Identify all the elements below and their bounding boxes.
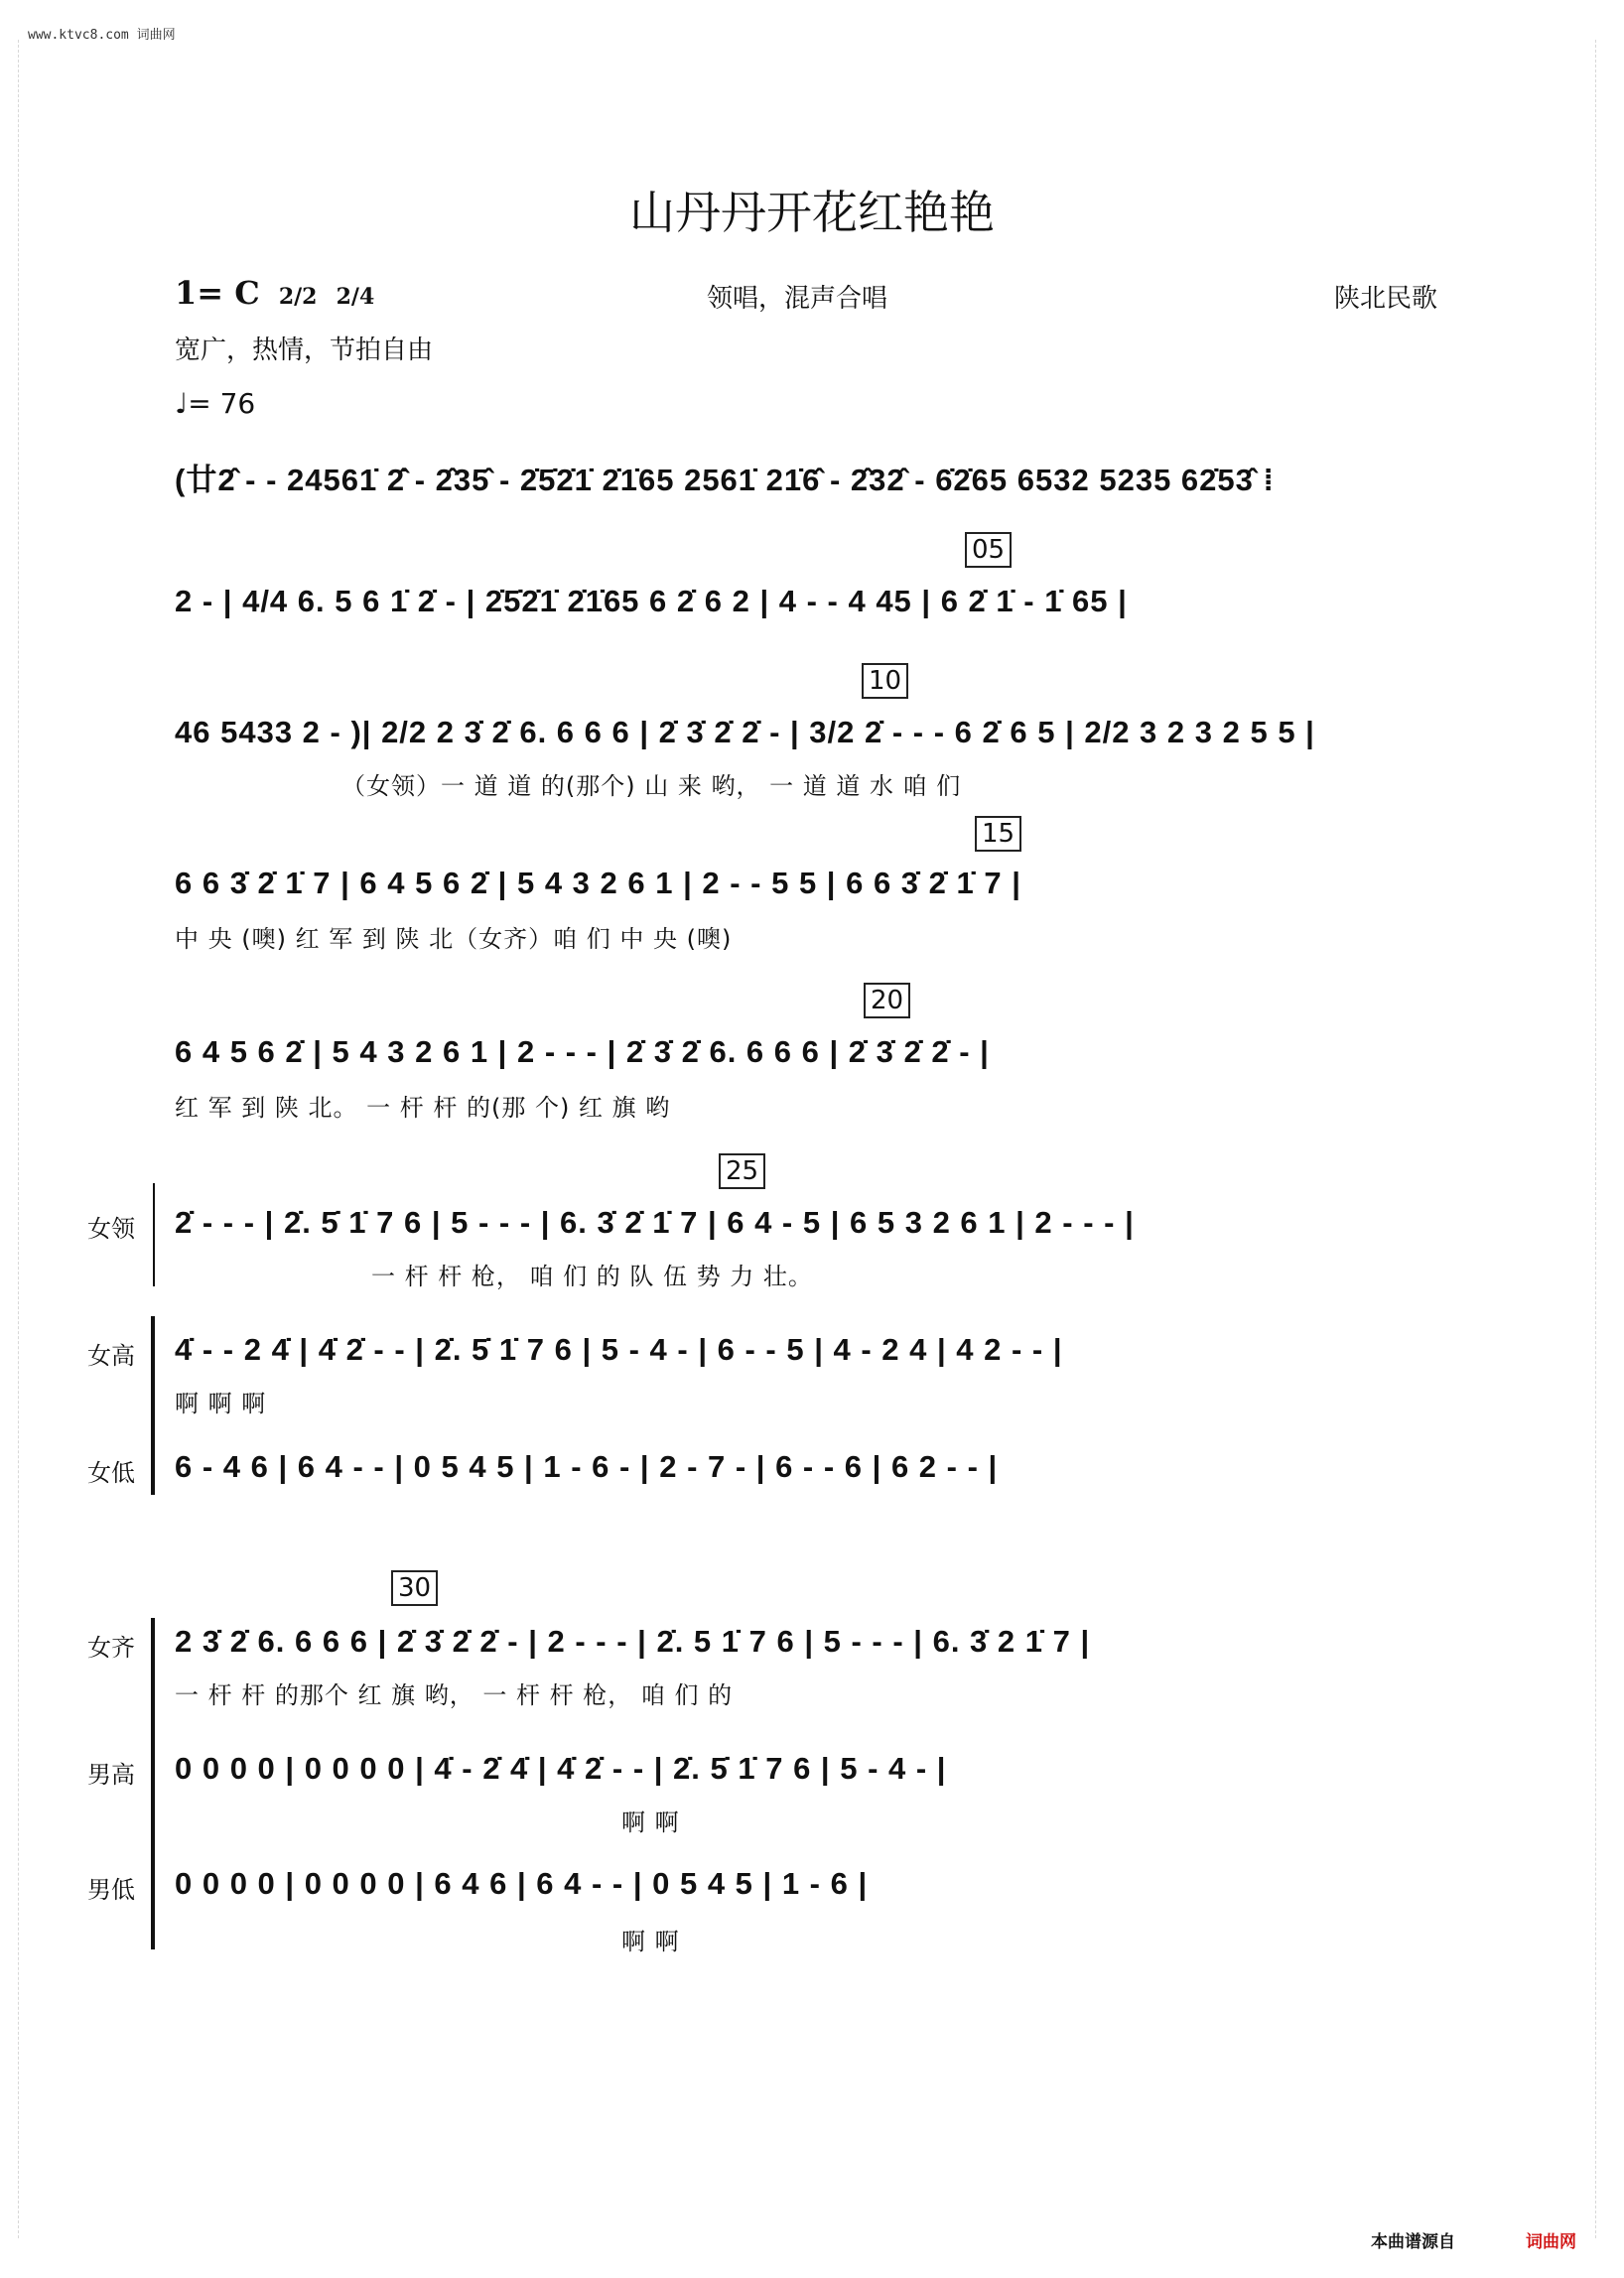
time-signature-a: 2/2 [278, 284, 318, 310]
part-notes-bass: 0 0 0 0 | 0 0 0 0 | 6 4 6 | 6 4 - - | 0 5 4 5 | 1 - 6 | [175, 1866, 869, 1901]
part-notes-soprano: 4̇ - - 2 4̇ | 4̇ 2̇ - - | 2̇. 5̇ 1̇ 7 6 | 5 - 4 - | 6 - - 5 | 4 - 2 4 | 4 2 - - | [175, 1332, 1063, 1367]
part-notes-alto: 6 - 4 6 | 6 4 - - | 0 5 4 5 | 1 - 6 - | 2 - 7 - | 6 - - 6 | 6 2 - - | [175, 1449, 999, 1484]
time-signature-b: 2/4 [336, 284, 375, 310]
system-1-lead-bracket [153, 1183, 155, 1286]
right-margin-edge [1595, 40, 1606, 2238]
rehearsal-mark-20: 20 [864, 983, 910, 1018]
part-lyrics-bass: 啊 啊 [621, 1928, 680, 1955]
part-lyrics-tenor: 啊 啊 [621, 1809, 680, 1836]
part-label-bass: 男低 [87, 1876, 135, 1904]
rehearsal-mark-25: 25 [719, 1153, 765, 1189]
system-1-bracket [151, 1316, 155, 1495]
lyrics-line-5: 红 军 到 陕 北。 一 杆 杆 的(那 个) 红 旗 哟 [175, 1094, 671, 1122]
site-label: www.ktvc8.com 词曲网 [28, 28, 176, 43]
footer-source-text: 本曲谱源自 [1371, 2232, 1455, 2252]
part-label-tenor: 男高 [87, 1761, 135, 1789]
score-line-3: 46 5433 2 - )| 2/2 2 3̇ 2̇ 6. 6 6 6 | 2̇ 3̇ 2̇ 2̇ - | 3/2 2̇ - - - 6 2̇ 6 5 | 2/2 3 2 3 2 5 5 | [175, 715, 1315, 749]
rehearsal-mark-15: 15 [975, 816, 1021, 852]
tempo-mark: ♩= 76 [175, 387, 256, 420]
score-line-2: 2 - | 4/4 6. 5 6 1̇ 2̇ - | 2̇5̇2̇1̇ 2̇1̇65 6 2̇ 6 2 | 4 - - 4 45 | 6 2̇ 1̇ - 1̇ 65 | [175, 584, 1128, 618]
part-label-lead-female: 女领 [87, 1215, 135, 1243]
rehearsal-mark-05: 05 [965, 532, 1012, 568]
part-notes-tenor: 0 0 0 0 | 0 0 0 0 | 4̇ - 2̇ 4̇ | 4̇ 2̇ - - | 2̇. 5̇ 1̇ 7 6 | 5 - 4 - | [175, 1751, 947, 1786]
system-2-bracket [151, 1618, 155, 1949]
score-line-1: (廿2̂ - - 24561̇ 2̇̂ - 2̂35̂ - 2̇5̇2̇1̇ 2̇1̇65 2561̇ 21̇6̂ - 2̂32̂ - 6̇2̇65 6532 5235 62̇53̂ ⁞ [175, 463, 1275, 497]
lyrics-line-4: 中 央 (噢) 红 军 到 陕 北（女齐）咱 们 中 央 (噢) [175, 925, 733, 953]
part-lyrics-lead-female: 一 杆 杆 枪， 咱 们 的 队 伍 势 力 壮。 [371, 1263, 813, 1290]
part-notes-lead-female: 2̇ - - - | 2̇. 5̇ 1̇ 7 6 | 5 - - - | 6. 3̇ 2̇ 1̇ 7 | 6 4 - 5 | 6 5 3 2 6 1 | 2 - - - | [175, 1205, 1135, 1240]
expression-mark: 宽广，热情，节拍自由 [175, 335, 434, 365]
rehearsal-mark-10: 10 [862, 663, 908, 699]
key-signature: 1= C 2/2 2/4 [175, 274, 375, 312]
left-margin-edge [18, 40, 29, 2238]
song-source: 陕北民歌 [1334, 284, 1438, 314]
song-title: 山丹丹开花红艳艳 [629, 186, 995, 239]
footer-brand-link[interactable]: 词曲网 [1526, 2232, 1576, 2252]
part-notes-female-unison: 2 3̇ 2̇ 6. 6 6 6 | 2̇ 3̇ 2̇ 2̇ - | 2 - - - | 2̇. 5 1̇ 7 6 | 5 - - - | 6. 3̇ 2 1̇ 7 | [175, 1624, 1091, 1659]
score-line-5: 6 4 5 6 2̇ | 5 4 3 2 6 1 | 2 - - - | 2̇ 3̇ 2̇ 6. 6 6 6 | 2̇ 3̇ 2̇ 2̇ - | [175, 1034, 990, 1069]
lyrics-line-3: （女领）一 道 道 的(那个) 山 来 哟， 一 道 道 水 咱 们 [341, 772, 962, 800]
rehearsal-mark-30: 30 [391, 1570, 438, 1606]
subtitle: 领唱，混声合唱 [707, 284, 888, 314]
part-label-alto: 女低 [87, 1459, 135, 1487]
part-label-soprano: 女高 [87, 1342, 135, 1370]
score-line-4: 6 6 3̇ 2̇ 1̇ 7 | 6 4 5 6 2̇ | 5 4 3 2 6 1 | 2 - - 5 5 | 6 6 3̇ 2̇ 1̇ 7 | [175, 866, 1021, 900]
part-label-female-unison: 女齐 [87, 1634, 135, 1662]
part-lyrics-soprano: 啊 啊 啊 [175, 1390, 267, 1417]
part-lyrics-female-unison: 一 杆 杆 的那个 红 旗 哟， 一 杆 杆 枪， 咱 们 的 [175, 1681, 734, 1709]
